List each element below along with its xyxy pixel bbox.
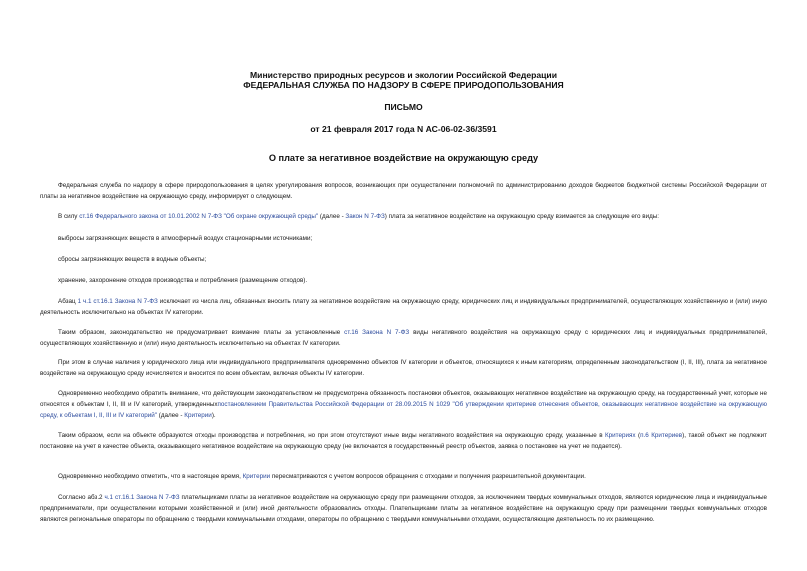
doc-title: О плате за негативное воздействие на окружающую среду bbox=[268, 153, 539, 163]
text-run: ). bbox=[211, 411, 216, 419]
text-run: В силу bbox=[58, 213, 80, 220]
service-heading: ФЕДЕРАЛЬНАЯ СЛУЖБА ПО НАДЗОРУ В СФЕРЕ ПРИРОДОПОЛЬЗОВАНИЯ bbox=[243, 80, 564, 90]
law-article-link[interactable]: ст.16 Федерального закона от 10.01.2002 N 7-ФЗ "Об охране окружающей среды" bbox=[79, 213, 319, 220]
list-item-discharges: сбросы загрязняющих веществ в водные объекты; bbox=[58, 256, 207, 263]
law-short-link[interactable]: Закона N 7-ФЗ bbox=[136, 494, 180, 501]
text-run: ), такой объект не подлежит постановке на учет в качестве объекта, оказывающего негативное воздействие на окружающую среду (не включается в государственный реестр объектов, заявка о постановке на учет не подается). bbox=[40, 432, 767, 450]
text-run: плательщиками платы за негативное воздействие на окружающую среду при размещении отходов, за исключением твердых коммунальных отходов, являются юридические лица и индивидуальные предприниматели, при осуществлении которыми хозяйственной и (или) иной деятельности образовались отходы. Плательщиками платы за негативное воздействие на окружающую среду при размещении твердых коммунальных отходов являются региональные операторы по обращению с твердыми коммунальными отходами, операторы по обращению с твердыми коммунальными отходами, осуществляющие деятельность по их размещению. bbox=[40, 494, 768, 523]
ministry-heading: Министерство природных ресурсов и экологии Российской Федерации bbox=[250, 70, 557, 80]
text-run: Таким образом, законодательство не предусматривает взимание платы за установленные bbox=[58, 329, 345, 336]
law-short-link[interactable]: Закон N 7-ФЗ bbox=[345, 213, 385, 220]
article-16-link[interactable]: ст.16 bbox=[344, 329, 359, 336]
criteria-link[interactable]: Критерии bbox=[184, 411, 212, 419]
text-run: ) плата за негативное воздействие на окружающую среду взимается за следующие его виды: bbox=[384, 213, 660, 220]
law-short-link[interactable]: Закона N 7-ФЗ bbox=[362, 329, 410, 336]
government-decree-link[interactable]: постановлением Правительства Российской Федерации от 28.09.2015 N 1029 "Об утверждении критериев отнесения объектов, оказывающих негативное воздействие на окружающую среду, к объектам I, II, III и IV категорий" bbox=[40, 400, 768, 419]
doc-date: от 21 февраля 2017 года N АС-06-02-36/3591 bbox=[310, 124, 497, 134]
paragraph-waste-only bbox=[40, 431, 767, 453]
list-item-emissions: выбросы загрязняющих веществ в атмосферный воздух стационарными источниками; bbox=[58, 235, 313, 242]
paragraph-registration bbox=[40, 389, 767, 421]
doc-type: ПИСЬМО bbox=[384, 102, 423, 112]
law-part-link[interactable]: 1 ч.1 ст.16.1 Закона N 7-ФЗ bbox=[77, 298, 158, 305]
text-run: виды негативного воздействия на окружающую среду с юридических лиц и индивидуальных предпринимателей, осуществляющих хозяйственную и (или) иную деятельность исключительно на объектах IV категории. bbox=[40, 329, 768, 347]
text-run: ( bbox=[635, 432, 641, 439]
text-run: (далее - bbox=[156, 411, 185, 419]
text-run: пересматриваются с учетом вопросов обращения с отходами и получения разрешительной документации. bbox=[270, 473, 586, 480]
paragraph-criteria-revision bbox=[40, 472, 767, 483]
text-run: Абзац bbox=[58, 298, 78, 305]
list-item-waste: хранение, захоронение отходов производства и потребления (размещение отходов). bbox=[58, 277, 308, 284]
paragraph-exemption bbox=[40, 297, 767, 319]
text-run: Согласно абз.2 bbox=[58, 494, 105, 501]
text-run: (далее - bbox=[318, 213, 346, 220]
paragraph-intro: Федеральная служба по надзору в сфере природопользования в целях урегулирования вопросов, возникающих при осуществлении полномочий по администрированию доходов бюджетов бюджетной системы Российской Федерации от платы за негативное воздействие на окружающую среду, информирует о следующем. bbox=[40, 182, 767, 200]
paragraph-payers bbox=[40, 493, 767, 525]
text-run: исключает из числа лиц, обязанных вносить плату за негативное воздействие на окружающую среду, юридических лиц и индивидуальных предпринимателей, осуществляющих хозяйственную и (или) иную деятельность исключительно на объектах IV категории. bbox=[40, 298, 767, 316]
paragraph-mixed-categories: При этом в случае наличия у юридического лица или индивидуального предпринимателя одновременно объектов IV категории и объектов, относящихся к иным категориям, определенным законодательством (I, II, III), плата за негативное воздействие на окружающую среду исчисляется и вносится по всем объектам, включая объекты IV категории. bbox=[40, 359, 767, 377]
paragraph-law-basis bbox=[40, 212, 767, 223]
text-run: Одновременно необходимо обратить внимание, что действующим законодательством не предусмотрена обязанность постановки объектов, оказывающих негативное воздействие на окружающую среду, на государственный учет, которые не относятся к объектам I, II, III и IV категорий, утвержденных bbox=[40, 390, 767, 408]
text-run: Таким образом, если на объекте образуются отходы производства и потребления, но при этом отсутствуют иные виды негативного воздействия на окружающую среду, указанные в bbox=[58, 432, 605, 439]
criteria-clause-6-link[interactable]: п.6 Критериев bbox=[640, 432, 683, 439]
criteria-link[interactable]: Критериях bbox=[605, 432, 636, 439]
law-part-link[interactable]: ч.1 ст.16.1 bbox=[104, 494, 135, 501]
criteria-link[interactable]: Критерии bbox=[242, 473, 271, 480]
paragraph-conclusion-1 bbox=[40, 328, 767, 350]
text-run: Одновременно необходимо отметить, что в настоящее время, bbox=[58, 473, 243, 480]
